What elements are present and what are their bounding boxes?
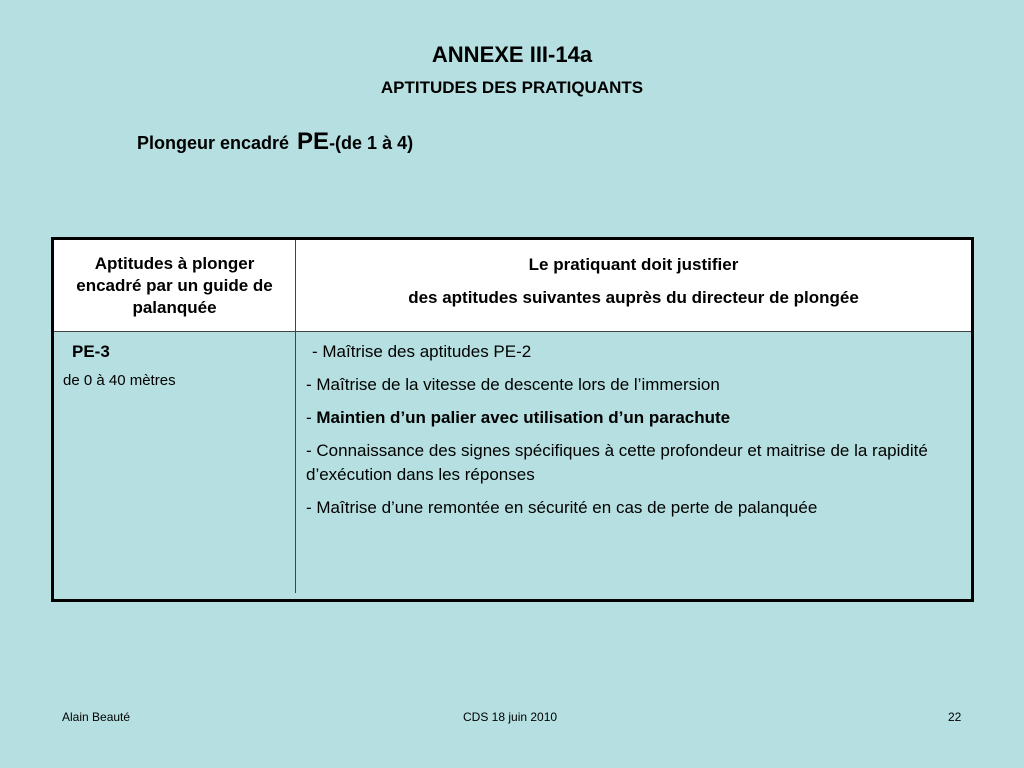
header-right-cell <box>296 248 971 314</box>
footer-page-number: 22 <box>948 710 962 724</box>
diver-level-heading <box>137 128 413 156</box>
level-code: PE-3 <box>72 342 110 361</box>
header-left-cell: Aptitudes à plonger encadré par un guide de palanquée <box>76 253 273 317</box>
aptitudes-table <box>51 237 974 602</box>
list-item <box>306 439 956 487</box>
aptitudes-list <box>306 340 956 529</box>
list-item-text: Maîtrise des aptitudes PE-2 <box>322 342 532 361</box>
column-divider <box>295 240 296 593</box>
footer-author: Alain Beauté <box>62 710 131 724</box>
diver-level-code: PE <box>297 128 330 155</box>
level-cell <box>54 332 295 389</box>
list-item-text: Maîtrise de la vitesse de descente lors de l’immersion <box>316 375 720 394</box>
slide-subtitle: APTITUDES DES PRATIQUANTS <box>380 78 644 97</box>
list-item-prefix: - <box>306 408 317 427</box>
header-right-line2: des aptitudes suivantes auprès du directeur de plongée <box>408 288 859 307</box>
list-item-text: Maîtrise d’une remontée en sécurité en cas de perte de palanquée <box>316 498 818 517</box>
header-right-line1: Le pratiquant doit justifier <box>528 255 739 274</box>
list-item-prefix: - <box>306 498 317 517</box>
footer-event: CDS 18 juin 2010 <box>463 710 558 724</box>
list-item-prefix: - <box>312 342 323 361</box>
list-item <box>306 496 956 520</box>
diver-level-range: -(de 1 à 4) <box>329 133 414 153</box>
diver-level-label: Plongeur encadré <box>137 133 290 153</box>
list-item <box>306 373 956 397</box>
list-item-prefix: - <box>306 375 317 394</box>
table-header-row <box>54 240 971 332</box>
list-item-prefix: - <box>306 441 317 460</box>
list-item-text: Connaissance des signes spécifiques à cette profondeur et maitrise de la rapidité d’exécution dans les réponses <box>306 441 928 484</box>
level-depth: de 0 à 40 mètres <box>63 372 176 389</box>
slide-title: ANNEXE III-14a <box>431 42 593 67</box>
list-item <box>306 406 956 430</box>
list-item <box>306 340 956 364</box>
list-item-bold-text: Maintien d’un palier avec utilisation d’un parachute <box>316 408 731 427</box>
